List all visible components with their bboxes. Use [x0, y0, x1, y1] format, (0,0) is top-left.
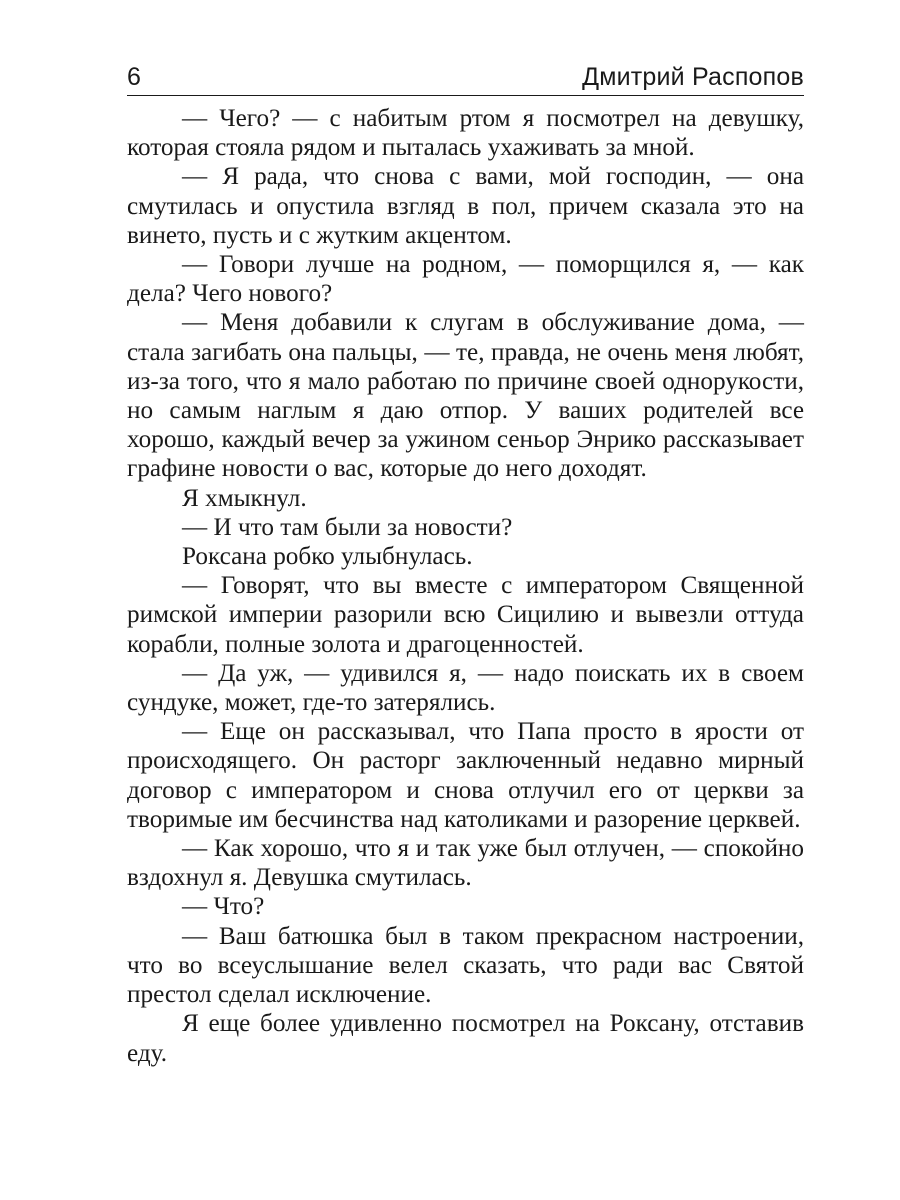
paragraph: — Говорят, что вы вместе с императором Священной римской империи разорили всю Сицилию и вывезли оттуда корабли, полные золота и драгоценностей.: [127, 572, 804, 658]
paragraph: — Ваш батюшка был в таком прекрасном настроении, что во всеуслышание велел сказать, что ради вас Святой престол сделал исключение.: [127, 922, 804, 1009]
paragraph: — Что?: [182, 893, 265, 921]
paragraph: — Меня добавили к слугам в обслуживание дома, — стала загибать она пальцы, — те, правда, не очень меня любят, из-за того, что я мало работаю по причине своей однорукости, но самым наглым я даю отпор. У ваших родителей все хорошо, каждый вечер за ужином сеньор Энрико рассказывает графине новости о вас, которые до него доходят.: [127, 309, 804, 483]
running-header: [127, 55, 804, 96]
book-page: [127, 55, 804, 1068]
paragraph: Я хмыкнул.: [182, 484, 307, 512]
paragraph: Я еще более удивленно посмотрел на Роксану, отставив еду.: [127, 1010, 804, 1067]
paragraph: Роксана робко улыбнулась.: [182, 543, 473, 571]
paragraph: — И что там были за новости?: [182, 513, 513, 541]
author-name: Дмитрий Распопов: [582, 63, 804, 91]
paragraph: — Чего? — с набитым ртом я посмотрел на девушку, которая стояла рядом и пыталась ухаживать за мной.: [127, 105, 804, 162]
paragraph: — Да уж, — удивился я, — надо поискать их в своем сундуке, может, где-то затерялись.: [127, 659, 804, 717]
page-number: 6: [127, 63, 141, 91]
paragraph: — Как хорошо, что я и так уже был отлучен, — спокойно вздохнул я. Девушка смутилась.: [127, 835, 804, 892]
body-text: [127, 104, 804, 1068]
paragraph: — Еще он рассказывал, что Папа просто в ярости от происходящего. Он расторг заключенный недавно мирный договор с императором и снова отлучил его от церкви за творимые им бесчинства над католиками и разорение церквей.: [127, 718, 804, 833]
paragraph: — Говори лучше на родном, — поморщился я, — как дела? Чего нового?: [127, 251, 804, 308]
paragraph: — Я рада, что снова с вами, мой господин, — она смутилась и опустила взгляд в пол, причем сказала это на винето, пусть и с жутким акцентом.: [127, 163, 804, 249]
